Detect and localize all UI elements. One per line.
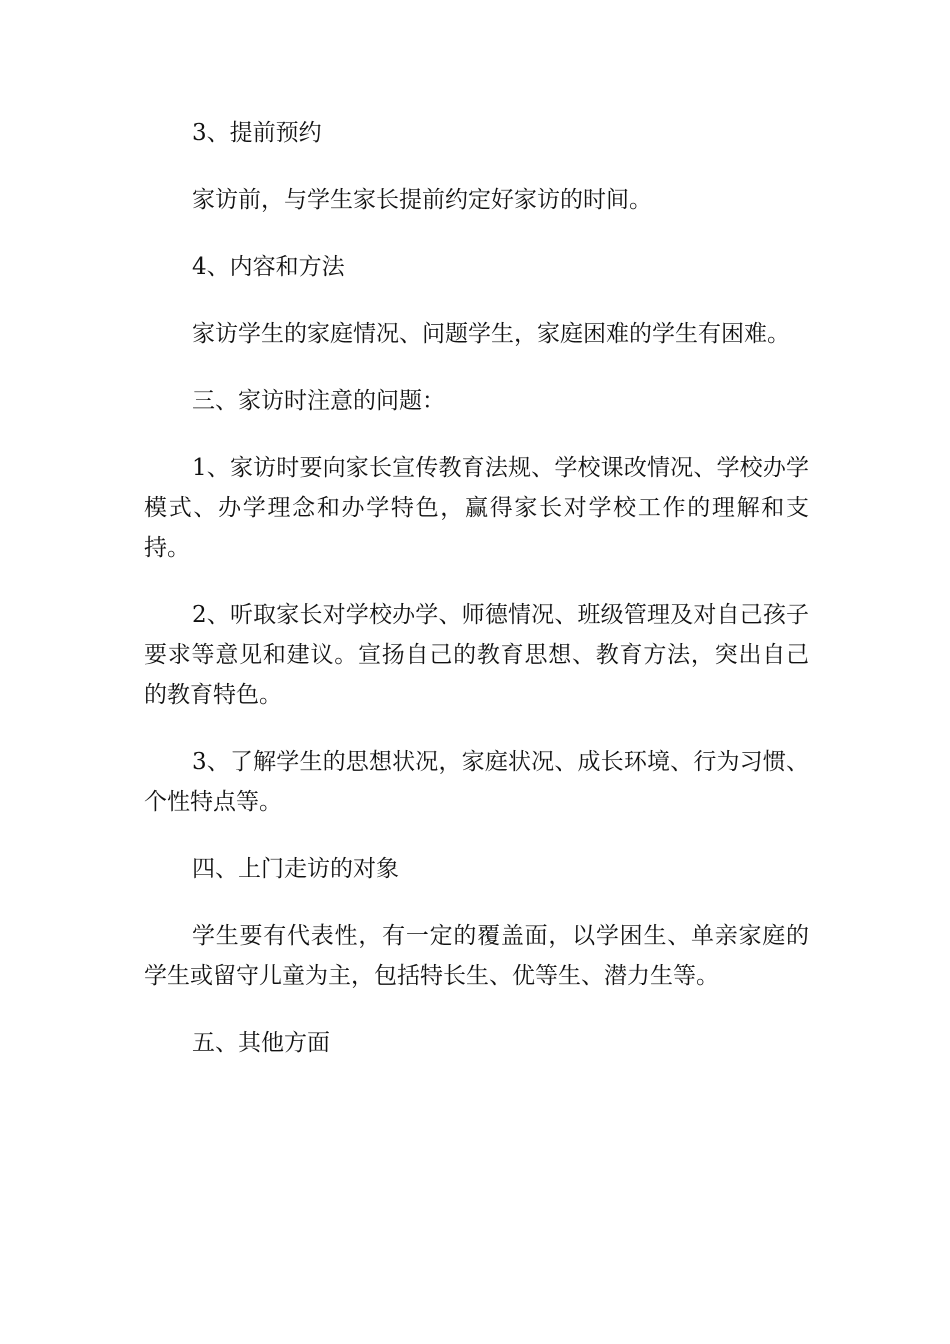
paragraph-visit-targets: 学生要有代表性，有一定的覆盖面，以学困生、单亲家庭的学生或留守儿童为主，包括特长生、优等生、潜力生等。 bbox=[144, 923, 809, 989]
section-heading-4: 四、上门走访的对象 bbox=[192, 856, 399, 882]
section-heading-5: 五、其他方面 bbox=[192, 1030, 330, 1056]
subheading-content-methods: 4、内容和方法 bbox=[192, 254, 345, 280]
document-body bbox=[144, 113, 809, 1063]
paragraph-point-2: 2、听取家长对学校办学、师德情况、班级管理及对自己孩子要求等意见和建议。宣扬自己的教育思想、教育方法，突出自己的教育特色。 bbox=[144, 602, 809, 708]
paragraph-point-3: 3、了解学生的思想状况，家庭状况、成长环境、行为习惯、个性特点等。 bbox=[144, 749, 809, 815]
section-heading-3: 三、家访时注意的问题： bbox=[192, 388, 445, 414]
paragraph-appointment: 家访前，与学生家长提前约定好家访的时间。 bbox=[192, 187, 652, 213]
subheading-advance-appointment: 3、提前预约 bbox=[192, 120, 322, 146]
paragraph-content-methods: 家访学生的家庭情况、问题学生，家庭困难的学生有困难。 bbox=[192, 321, 790, 347]
paragraph-point-1: 1、家访时要向家长宣传教育法规、学校课改情况、学校办学模式、办学理念和办学特色，赢得家长对学校工作的理解和支持。 bbox=[144, 455, 809, 561]
